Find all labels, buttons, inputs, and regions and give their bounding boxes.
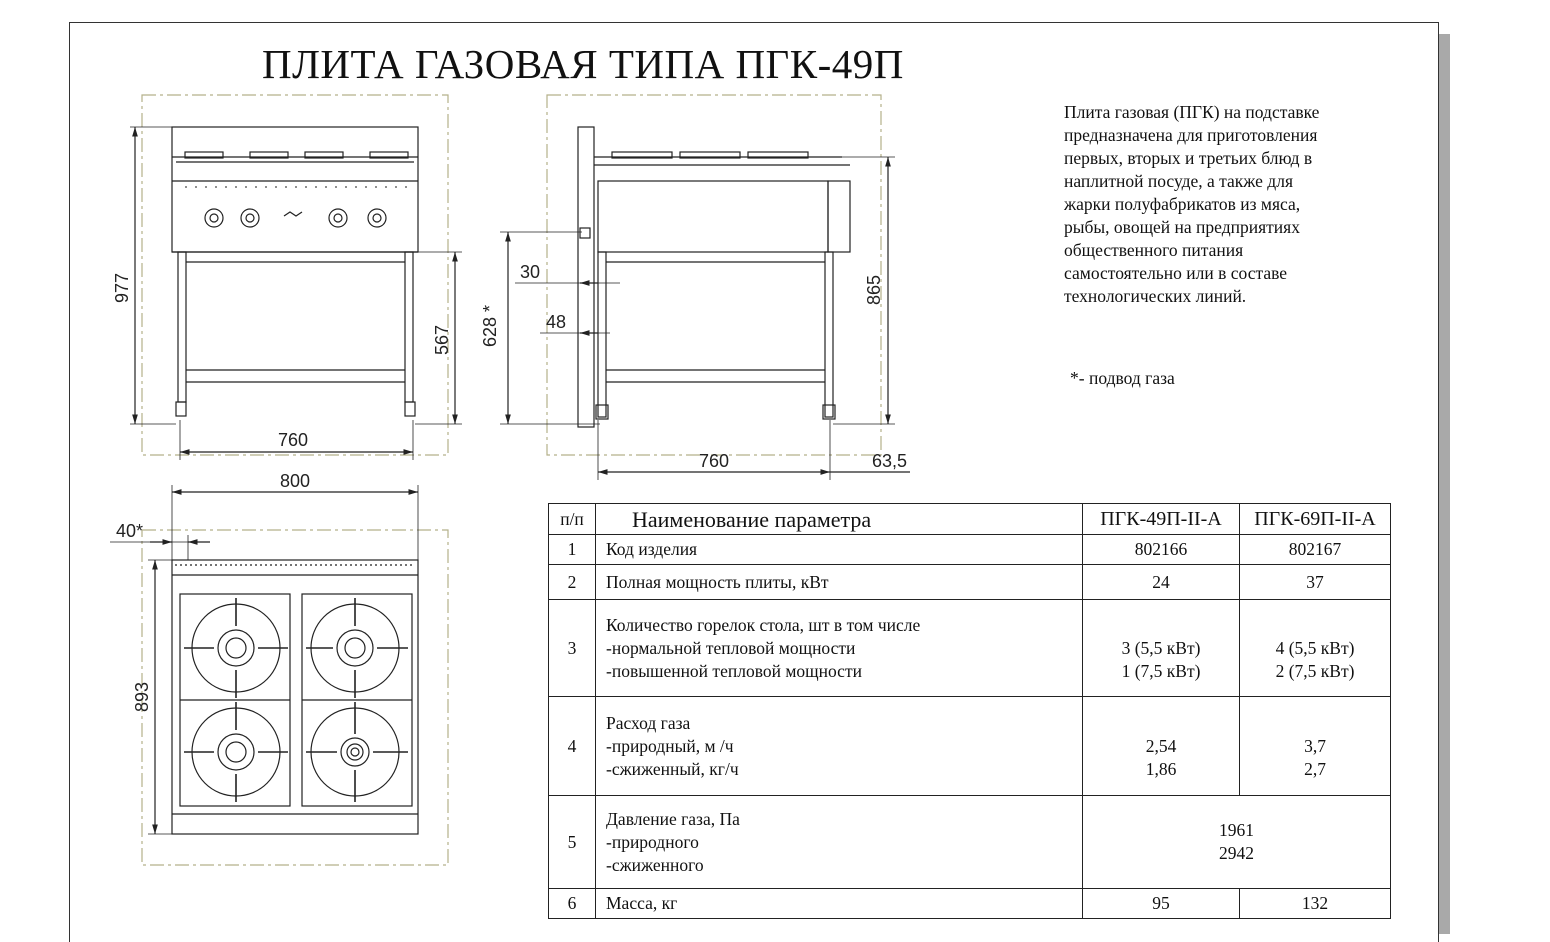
top-view [110,485,448,865]
front-logo [284,212,302,216]
row-name: Расход газа -природный, м /ч -сжиженный, кг/ч [596,697,1083,796]
row-name: Полная мощность плиты, кВт [596,565,1083,600]
table-row [549,600,1391,697]
row-value-b: 3,7 2,7 [1240,697,1391,796]
side-backsplash [578,127,594,427]
front-leg-right [405,252,413,402]
dim-front-leg-height: 567 [432,324,452,356]
front-view [130,95,462,460]
front-knob-1 [205,209,223,227]
top-body [172,560,418,834]
burner-4-large [341,738,369,766]
row-value-a: 24 [1083,565,1240,600]
front-knob-2 [241,209,259,227]
header-model-b: ПГК-69П-II-А [1240,504,1391,535]
table-row [549,889,1391,919]
page-title: ПЛИТА ГАЗОВАЯ ТИПА ПГК-49П [262,41,904,87]
row-value-a: 3 (5,5 кВт) 1 (7,5 кВт) [1083,600,1240,697]
top-view-frame [142,530,448,865]
table-row [549,697,1391,796]
row-num: 2 [549,565,596,600]
side-view-frame [547,95,881,455]
table-row [549,535,1391,565]
dim-top-width: 800 [279,471,311,491]
parameters-table [548,503,1391,919]
header-name: Наименование параметра [596,504,1083,535]
gas-supply-note: *- подвод газа [1070,368,1175,388]
side-leg-right [825,252,833,417]
side-view [500,95,910,480]
front-view-frame [142,95,448,455]
dim-side-48: 48 [546,312,567,332]
row-name: Масса, кг [596,889,1083,919]
header-num: п/п [549,504,596,535]
row-name: Код изделия [596,535,1083,565]
dim-side-635: 63,5 [872,451,908,471]
dim-side-gas-height: 628 * [480,304,500,348]
front-body [172,127,418,252]
row-merged-value: 1961 2942 [1083,796,1391,889]
side-body [598,181,828,252]
dim-side-width: 760 [698,451,730,471]
front-knob-4 [368,209,386,227]
row-value-b: 802167 [1240,535,1391,565]
product-description: Плита газовая (ПГК) на подставке предназначена для приготовления первых, вторых и третьих блюд в наплитной посуде, а также для жарки полуфабрикатов из мяса, рыбы, овощей на предприятиях общественного питания самостоятельно или в составе технологических линий. [1064,102,1320,306]
row-num: 4 [549,697,596,796]
table-row [549,565,1391,600]
dim-front-height: 977 [112,272,132,304]
side-leg-left [598,252,606,417]
row-value-b: 4 (5,5 кВт) 2 (7,5 кВт) [1240,600,1391,697]
row-value-a: 95 [1083,889,1240,919]
burner-1 [218,630,254,666]
row-name: Давление газа, Па -природного -сжиженного [596,796,1083,889]
row-value-b: 132 [1240,889,1391,919]
row-value-b: 37 [1240,565,1391,600]
dim-front-width: 760 [277,430,309,450]
burner-2 [337,630,373,666]
header-model-a: ПГК-49П-II-А [1083,504,1240,535]
front-leg-left [178,252,186,402]
row-num: 3 [549,600,596,697]
dim-top-40: 40* [116,521,144,541]
row-name: Количество горелок стола, шт в том числе -нормальной тепловой мощности -повышенной тепловой мощности [596,600,1083,697]
dim-top-depth: 893 [132,681,152,713]
burner-3 [218,734,254,770]
dim-side-30: 30 [520,262,541,282]
row-num: 1 [549,535,596,565]
table-header-row [549,504,1391,535]
row-num: 6 [549,889,596,919]
table-row [549,796,1391,889]
dim-side-height: 865 [864,274,884,306]
row-value-a: 2,54 1,86 [1083,697,1240,796]
row-num: 5 [549,796,596,889]
row-value-a: 802166 [1083,535,1240,565]
front-knob-3 [329,209,347,227]
